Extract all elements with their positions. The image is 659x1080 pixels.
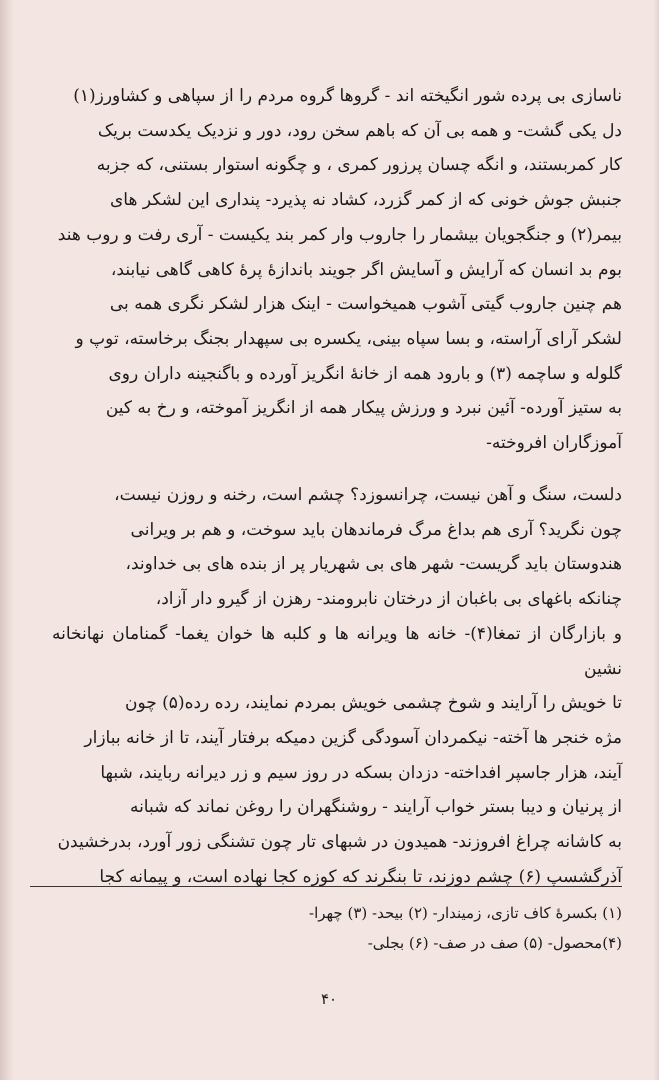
text-line: آذرگشسپ (۶) چشم دوزند، تا بنگرند که کوزه کجا نهاده است، و پیمانه کجا: [99, 866, 622, 887]
text-line: مژه خنجر ها آخته- نیکمردان آسودگی گزین دمیکه برفتار آیند، تا از خانه ببازار: [84, 727, 622, 748]
footnote-line: (۱) بکسرهٔ کاف تازی، زمیندار- (۲) بیحد- (۳) چهرا-: [309, 904, 622, 922]
text-line: دلست، سنگ و آهن نیست، چرانسوزد؟ چشم است، رخنه و روزن نیست،: [114, 485, 622, 505]
text-line: بوم بد انسان که آرایش و آسایش اگر جویند باندازهٔ پرهٔ کاهی گاهی نیابند،: [110, 259, 622, 280]
text-line: و بازارگان از تمغا(۴)- خانه ها ویرانه ها و کلبه ها خوان یغما- گمنامان نهانخانه نشین: [52, 623, 622, 679]
footnote-divider: [30, 886, 622, 887]
text-line: آیند، هزار جاسپر افداخته- دزدان بسکه در روز سیم و زر دیرانه ربایند، شبها: [100, 762, 622, 783]
text-line: چون نگرید؟ آری هم بداغ مرگ فرماندهان باید سوخت، و هم بر ویرانی: [130, 519, 622, 540]
page-edge: [653, 0, 659, 1080]
text-line: تا خویش را آرایند و شوخ چشمی خویش بمردم نمایند، رده رده(۵) چون: [124, 693, 622, 714]
paragraph-2: [52, 478, 622, 894]
text-line: جنبش جوش خونی که از کمر گزرد، کشاد نه پذیرد- پنداری این لشکر های: [109, 190, 622, 211]
paragraph-1: [52, 79, 622, 461]
text-line: به ستیز آورده- آئین نبرد و ورزش پیکار همه از انگریز آموخته، و رخ به کین: [105, 398, 622, 419]
text-line: دل یکی گشت- و همه بی آن که باهم سخن رود، دور و نزدیک یکدست بریک: [97, 120, 622, 141]
text-line: به کاشانه چراغ افروزند- همیدون در شبهای تار چون تشنگی زور آورد، بدرخشیدن: [57, 832, 622, 853]
text-line: لشکر آرای آراسته، و بسا سپاه بینی، یکسره بی سپهدار بجنگ برخاسته، توپ و: [75, 328, 622, 349]
footnotes: [52, 898, 622, 958]
text-line: آموزگاران افروخته-: [486, 433, 622, 454]
text-line: کار کمربستند، و انگه چسان پرزور کمری ، و چگونه استوار بستنی، که جزبه: [96, 155, 622, 176]
binding-shadow: [0, 0, 14, 1080]
text-line: گلوله و ساچمه (۳) و بارود همه از خانهٔ انگریز آورده و باگنجینه داران روی: [108, 363, 622, 384]
text-line: هندوستان باید گریست- شهر های بی شهریار پر از بنده های بی خداوند،: [125, 554, 622, 575]
text-line: از پرنیان و دیبا بستر خواب آرایند - روشنگهران را روغن نماند که شبانه: [129, 797, 622, 818]
text-line: هم چنین جاروب گیتی آشوب همیخواست - اینک هزار لشکر نگری همه بی: [109, 294, 622, 315]
text-line: چنانکه باغهای بی باغبان از درختان نابرومند- رهزن از گیرو دار آزاد،: [155, 589, 622, 610]
page-number: ۴۰: [320, 990, 338, 1008]
footnote-line: (۴)محصول- (۵) صف در صف- (۶) بجلی-: [367, 934, 622, 952]
text-line: بیمر(۲) و جنگجویان بیشمار را جاروب وار کمر بند یکیست - آری رفت و روب هند: [57, 224, 622, 245]
text-line: ناسازی بی پرده شور انگیخته اند - گروها گروه مردم را از سپاهی و کشاورز(۱): [73, 86, 622, 106]
